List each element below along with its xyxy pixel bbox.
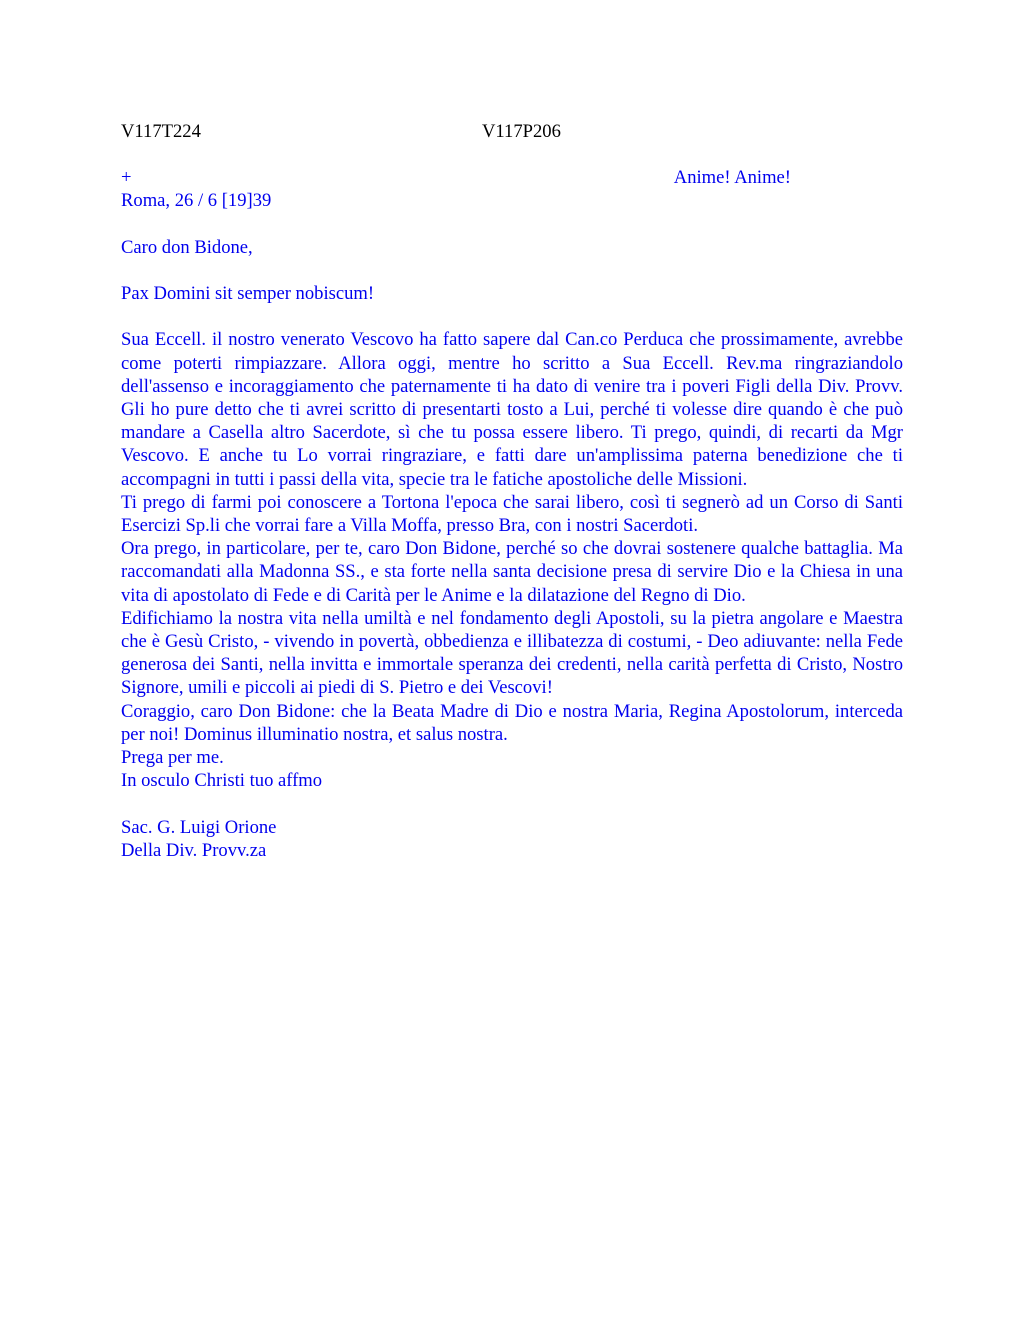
signature: Sac. G. Luigi Orione [121, 816, 277, 838]
place-date: Roma, 26 / 6 [19]39 [121, 190, 272, 212]
document-code-right: V117P206 [482, 121, 561, 142]
closing-request: Prega per me. [121, 747, 224, 769]
paragraph: Coraggio, caro Don Bidone: che la Beata Madre di Dio e nostra Maria, Regina Apostolorum, interceda per noi! Dominus illuminatio nostra, et salus nostra. [121, 700, 903, 745]
paragraph: Ora prego, in particolare, per te, caro Don Bidone, perché so che dovrai sostenere qualche battaglia. Ma raccomandati alla Madonna SS., e sta forte nella santa decisione presa di servire Dio e la Chiesa in una vita di apostolato di Fede e di Carità per le Anime e la dilatazione del Regno di Dio. [121, 538, 903, 606]
motto: Anime! Anime! [673, 167, 791, 188]
salutation: Caro don Bidone, [121, 236, 253, 258]
cross-motto-row [121, 166, 791, 189]
paragraph: Ti prego di farmi poi conoscere a Tortona l'epoca che sarai libero, così ti segnerò ad un Corso di Santi Esercizi Sp.li che vorrai fare a Villa Moffa, presso Bra, con i nostri Sacerdoti. [121, 491, 903, 536]
closing: In osculo Christi tuo affmo [121, 770, 323, 792]
paragraph: Edifichiamo la nostra vita nella umiltà e nel fondamento degli Apostoli, su la pietra angolare e Maestra che è Gesù Cristo, - vivendo in povertà, obbedienza e illibatezza di costumi, - Deo adiuvante: nella Fede generosa dei Santi, nella invitta e immortale speranza dei credenti, nella carità perfetta di Cristo, Nostro Signore, umili e piccoli ai piedi di S. Pietro e dei Vescovi! [121, 607, 903, 699]
greeting: Pax Domini sit semper nobiscum! [121, 282, 375, 304]
paragraph: Sua Eccell. il nostro venerato Vescovo ha fatto sapere dal Can.co Perduca che prossimamente, avrebbe come poterti rimpiazzare. Allora oggi, mentre ho scritto a Sua Eccell. Rev.ma ringraziandolo dell'assenso e incoraggiamento che paternamente ti ha dato di venire tra i poveri Figli della Div. Provv. Gli ho pure detto che ti avrei scritto di presentarti tosto a Lui, perché ti volesse dire quando è che può mandare a Casella altro Sacerdote, sì che tu possa essere libero. Ti prego, quindi, di recarti da Mgr Vescovo. E anche tu Lo vorrai ringraziare, e fatti dare un'amplissima paterna benedizione che ti accompagni in tutti i passi della vita, specie tra le fatiche apostoliche delle Missioni. [121, 329, 903, 490]
cross-mark: + [121, 167, 132, 188]
letter-body [121, 166, 903, 862]
document-code-left: V117T224 [121, 121, 201, 142]
signature-title: Della Div. Provv.za [121, 839, 267, 861]
